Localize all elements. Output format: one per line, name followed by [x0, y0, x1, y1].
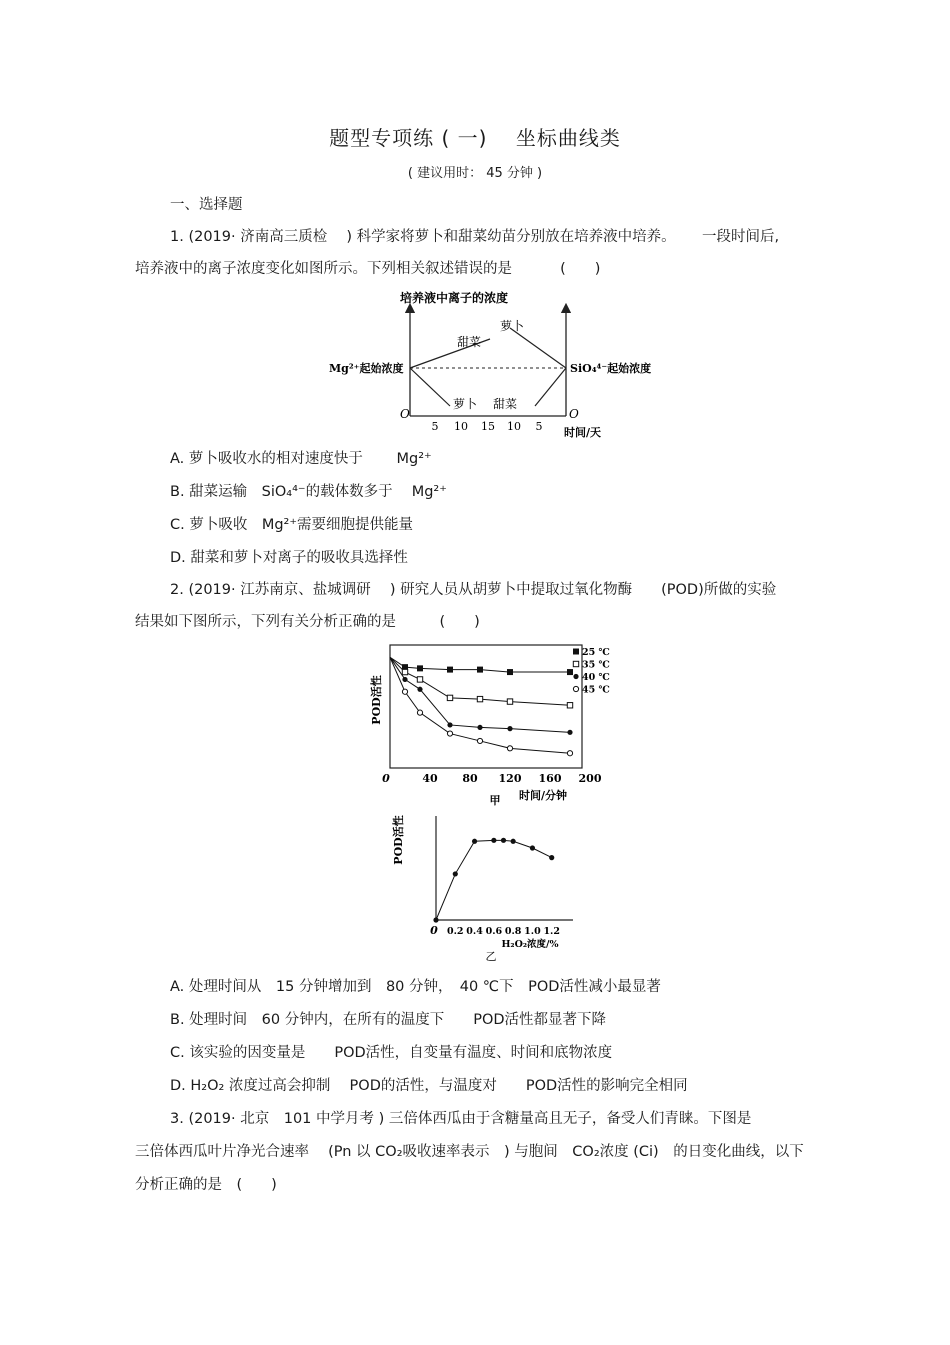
data-point	[402, 689, 407, 694]
data-point	[567, 730, 572, 735]
q2-stem-line-1: 2. (2019· 江苏南京、盐城调研 ) 研究人员从胡萝卜中提取过氧化物酶 (POD)所做的实验	[170, 582, 777, 598]
data-point	[447, 731, 452, 736]
chart-yi-series-line	[436, 840, 552, 920]
q2-chart-jia	[368, 640, 618, 810]
data-point	[477, 667, 483, 673]
data-point	[530, 845, 535, 850]
data-point	[567, 669, 573, 675]
data-point	[507, 669, 513, 675]
data-point	[402, 677, 407, 682]
chart-jia-x-tick: 0	[382, 772, 390, 785]
q2-chart-yi	[388, 810, 578, 965]
chart-jia-x-label: 时间/分钟	[518, 789, 568, 802]
data-point	[549, 855, 554, 860]
q2-option-c: C. 该实验的因变量是 POD活性，自变量有温度、时间和底物浓度	[170, 1045, 613, 1061]
chart-yi-x-tick: 0.2	[447, 926, 464, 937]
data-point	[447, 695, 452, 700]
chart-jia-x-tick: 80	[462, 772, 478, 785]
q1-stem-line-1: 1. (2019· 济南高三质检 ) 科学家将萝卜和甜菜幼苗分别放在培养液中培养。 一段时间后,	[170, 229, 780, 245]
q1-ion-figure	[320, 286, 670, 441]
chart-yi-x-tick: 1.2	[543, 926, 560, 937]
chart-yi-x-tick: 1.0	[524, 926, 541, 937]
legend-marker	[573, 674, 578, 679]
legend-entry: 45 ℃	[582, 684, 610, 696]
data-point	[417, 677, 422, 682]
chart-jia-x-tick: 200	[578, 772, 602, 785]
data-point	[477, 738, 482, 743]
legend-marker	[573, 661, 578, 666]
q1-y-axis-label: 培养液中离子的浓度	[400, 291, 509, 305]
chart-jia-y-label: POD活性	[370, 675, 383, 725]
data-point	[433, 917, 438, 922]
q1-origin-right: O	[569, 407, 579, 421]
q1-beet-bottom-label: 甜菜	[493, 397, 518, 411]
q1-sio4-start-label: SiO₄⁴⁻起始浓度	[570, 362, 652, 375]
legend-entry: 35 ℃	[582, 659, 610, 671]
data-point	[453, 871, 458, 876]
suggested-time: ( 建议用时： 45 分钟 )	[407, 166, 543, 181]
data-point	[507, 699, 512, 704]
data-point	[567, 703, 572, 708]
q1-beet-top-label: 甜菜	[457, 335, 482, 349]
data-point	[501, 838, 506, 843]
data-point	[417, 665, 423, 671]
chart-jia-frame	[390, 645, 582, 768]
q1-option-d: D. 甜菜和萝卜对离子的吸收具选择性	[170, 550, 408, 566]
data-point	[511, 839, 516, 844]
data-point	[507, 746, 512, 751]
chart-yi-origin: 0	[430, 924, 438, 937]
chart-jia-x-tick: 160	[538, 772, 562, 785]
q2-option-d: D. H₂O₂ 浓度过高会抑制 POD的活性，与温度对 POD活性的影响完全相同	[170, 1078, 688, 1094]
q2-option-a: A. 处理时间从 15 分钟增加到 80 分钟， 40 ℃下 POD活性减小最显著	[170, 979, 661, 995]
legend-marker	[573, 649, 579, 655]
data-point	[417, 687, 422, 692]
chart-yi-x-tick: 0.4	[466, 926, 483, 937]
q3-stem-line-1: 3. (2019· 北京 101 中学月考 ) 三倍体西瓜由于含糖量高且无子，备受人们青睐。下图是	[170, 1111, 752, 1127]
data-point	[507, 726, 512, 731]
q1-origin-left: O	[400, 407, 410, 421]
q1-x-axis-label: 时间/天	[564, 426, 602, 439]
q1-tick-4: 10	[507, 420, 521, 433]
q2-option-b: B. 处理时间 60 分钟内，在所有的温度下 POD活性都显著下降	[170, 1012, 607, 1028]
legend-entry: 40 ℃	[582, 672, 610, 683]
q3-stem-line-3: 分析正确的是 ( )	[135, 1177, 277, 1193]
chart-yi-x-tick: 0.6	[485, 926, 503, 937]
q1-radish-bottom-label: 萝卜	[453, 397, 478, 411]
q1-tick-1: 5	[431, 420, 439, 433]
data-point	[402, 669, 407, 674]
legend-entry: 25 ℃	[582, 647, 610, 658]
chart-jia-x-tick: 40	[422, 772, 438, 785]
q1-stem-line-2: 培养液中的离子浓度变化如图所示。下列相关叙述错误的是 ( )	[135, 261, 601, 277]
q1-tick-2: 10	[454, 420, 468, 433]
q1-option-a: A. 萝卜吸收水的相对速度快于 Mg²⁺	[170, 451, 432, 467]
data-point	[567, 751, 572, 756]
data-point	[447, 722, 452, 727]
chart-jia-x-tick: 120	[498, 772, 522, 785]
data-point	[477, 696, 482, 701]
chart-yi-title: 乙	[485, 950, 497, 963]
q1-option-b: B. 甜菜运输 SiO₄⁴⁻的载体数多于 Mg²⁺	[170, 484, 447, 500]
data-point	[477, 725, 482, 730]
q3-stem-line-2: 三倍体西瓜叶片净光合速率 (Pn 以 CO₂吸收速率表示 ) 与胞间 CO₂浓度 (Ci) 的日变化曲线，以下	[135, 1144, 804, 1160]
legend-marker	[573, 686, 578, 691]
page-title: 题型专项练 ( 一) 坐标曲线类	[329, 126, 621, 150]
chart-yi-x-label: H₂O₂浓度/%	[501, 939, 559, 950]
data-point	[491, 838, 496, 843]
section-heading: 一、选择题	[170, 197, 243, 213]
data-point	[472, 839, 477, 844]
data-point	[447, 667, 453, 673]
q1-tick-5: 5	[535, 420, 543, 433]
q1-mg-start-label: Mg²⁺起始浓度	[329, 362, 404, 375]
chart-yi-y-label: POD活性	[392, 815, 405, 865]
data-point	[417, 710, 422, 715]
q1-radish-top-label: 萝卜	[500, 319, 525, 333]
chart-yi-x-tick: 0.8	[504, 926, 522, 937]
q1-option-c: C. 萝卜吸收 Mg²⁺需要细胞提供能量	[170, 517, 414, 533]
q2-stem-line-2: 结果如下图所示，下列有关分析正确的是 ( )	[135, 614, 480, 630]
chart-jia-title: 甲	[489, 794, 501, 807]
q1-tick-3: 15	[481, 420, 495, 433]
